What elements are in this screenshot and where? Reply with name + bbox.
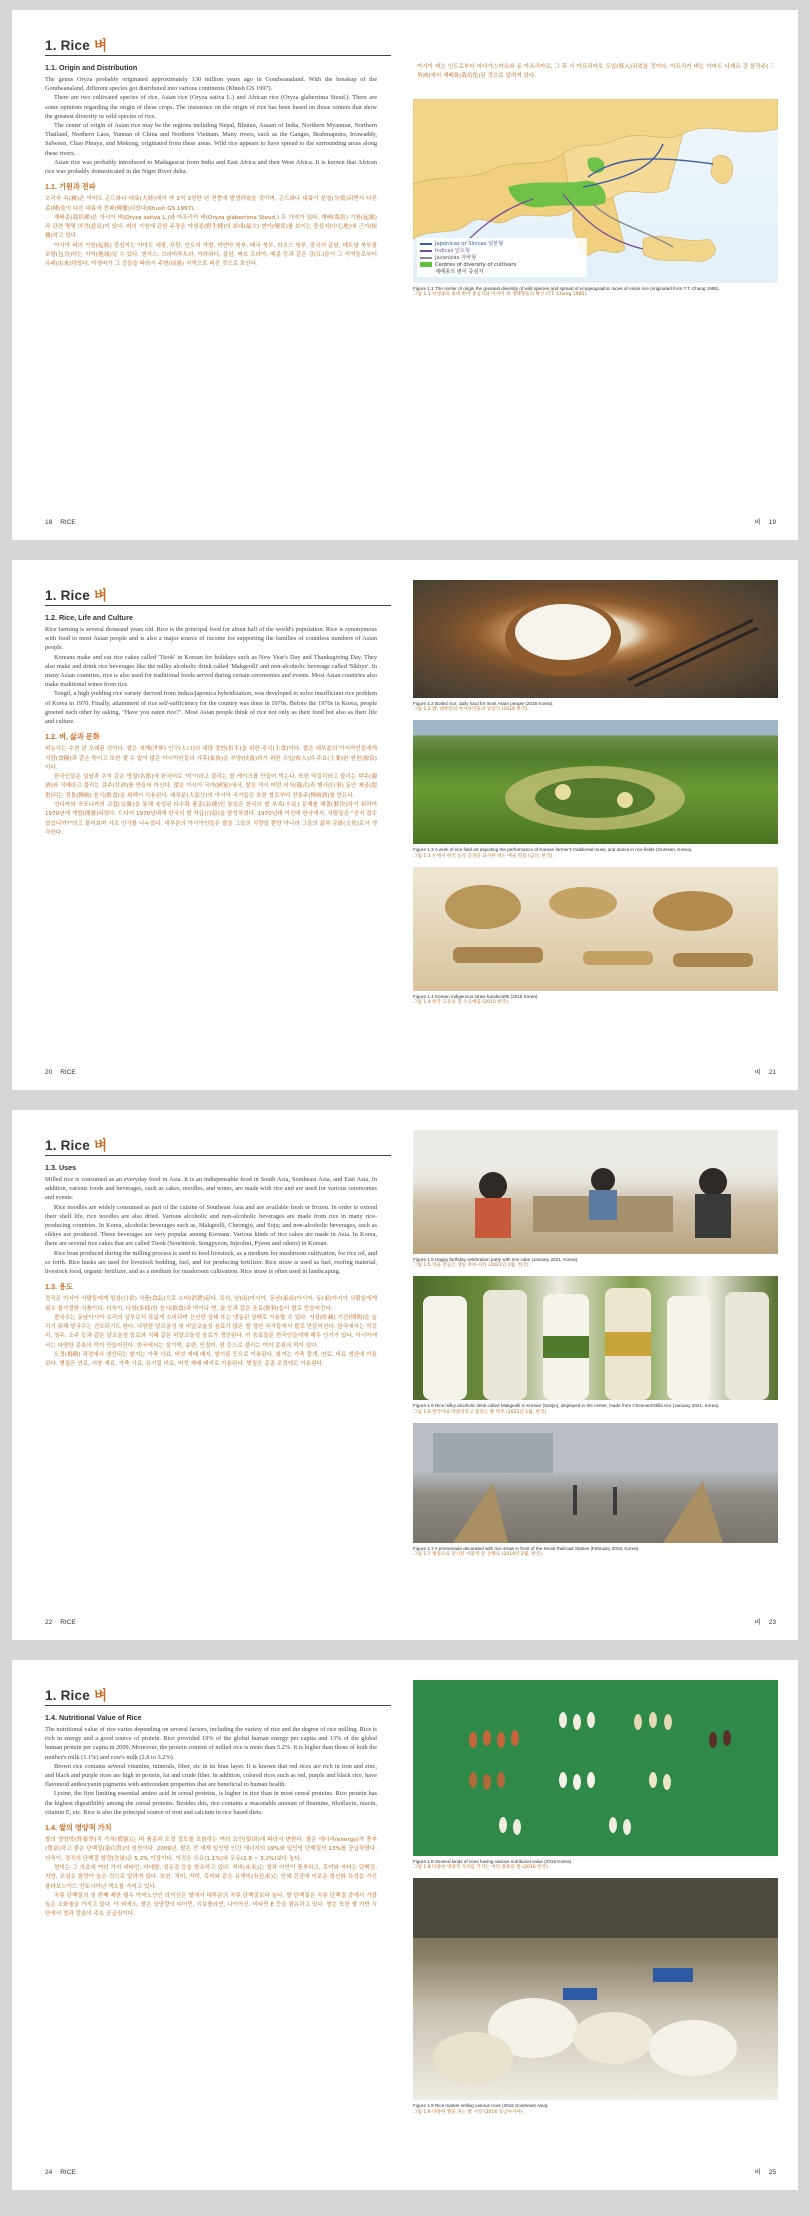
paragraph-ko: 재배종(栽培種)은 아시아 벼(Oryza sativa L.)와 아프리카 벼(Oryza glaberrima Steud.) 두 가지가 있다. 재배(栽培) 기원(起源)과 관련 몇몇 의견(意見)이 있다. 벼의 기원에 관한 주장은 야생종(野生種)의 최대(最大) 변이(變異)를 보이는 중심지(中心地)에 근거(根據)하고 있다.: [45, 214, 377, 240]
paragraph-ko: 쌀의 영양학(營養學)적 가치(價値)는 벼 품종과 도정 정도를 포함하는 여러 요인(要因)에 따라서 변한다. 쌀은 에너지(energy)가 풍부(豊富)하고 좋은 단백질(蛋白質)의 원천이다. 2009년, 쌀은 전 세계 일인당 인간 에너지의 19%와 일인당 단백질의 13%를 공급하였다. 더욱이, 정곡의 단백질 함량(含量)은 5.2% 이상이다. 이것은 모유(1.1%)와 우유(2.8 ~ 3.2%)보다 높다.: [45, 1837, 377, 1862]
paragraph: The genus Oryza probably originated approximately 130 million years ago in Gondwanaland. With the breakup of the Gondwanaland, different species got distributed into various continents (Khush GS 1997).: [45, 76, 377, 93]
photo-birthday-party: [413, 1130, 778, 1254]
figure-caption: Figure 1.4 Korean indigenous straw handicrafts (2015 Korea).: [413, 993, 539, 999]
photo-straw-promenade: [413, 1423, 778, 1543]
page-number-right: 벼 23: [754, 1619, 776, 1626]
figure-caption: Figure 1.7 A promenade decorated with rice straw in front of the Seoul Railroad Station (February 2019, Korea).: [413, 1545, 640, 1551]
section-heading: 1.3. Uses: [45, 1163, 77, 1172]
paragraph-ko: 쌀국수는 동남아시아 요리의 일부로서 폭넓게 소비되며 신선한 상태 또는 냉동된 상태로 이용할 수 있다. 저장(貯藏) 기간(期間)을 늘리기 위해 쌀국수는 건조되기도 한다. 다양한 알코올성 및 비알코올성 음료가 많은 쌀 생산 국가들에서 쌀로 만들어진다. 한국에서는 막걸리, 청주, 소주 등과 같은 알코올성 음료와 식혜 같은 비알코올성 음료가 생산된다. 이 음료들은 한국인들에게 매우 인기가 있다. 아시아에서는 다양한 종류의 떡이 만들어진다. 한국에서는 설기떡, 송편, 인절미, 편 등으로 불리는 여러 종류의 떡이 있다.: [45, 1314, 377, 1349]
section-heading-ko: 1.4. 쌀의 영양적 가치: [45, 1823, 112, 1833]
section-heading: 1.2. Rice, Life and Culture: [45, 613, 133, 622]
paragraph: Asian rice was probably introduced to Madagascar from India and East Africa and then West Africa. It is known that African rice was probably domesticated in the Niger River delta.: [45, 158, 377, 176]
photo-rice-kinds: [413, 1680, 778, 1856]
figure-caption-ko: 그림 1.5 떡을 곁들인 생일 축하 파티 (2021년 1월, 한국).: [413, 1263, 531, 1269]
figure-caption: Figure 1.5 Happy birthday celebration party with rice cake (January 2021, Korea).: [413, 1257, 579, 1262]
left-page: [12, 10, 405, 540]
figure-caption-ko: 그림 1.2 밥, 대부분의 아시아인들의 일상식 (2016 한국).: [413, 707, 529, 713]
figure-caption: Figure 1.8 Several kinds of rices having various nutritional value (2016 Korea).: [413, 1859, 573, 1864]
paragraph-ko: 아시아 벼는 인도로부터 마다가스카르와 동 아프리카로, 그 후 서 아프리카로 도입(導入)되었을 것이다. 아프리카 벼는 아마도 니제르 강 삼각주(三角洲)에서 재배화(栽培化)된 것으로 알려져 있다.: [417, 64, 774, 79]
photo-straw-handicrafts: [413, 867, 778, 991]
right-page: [405, 1110, 798, 1640]
figure-1-4: [413, 867, 778, 1006]
divider: [45, 1155, 391, 1156]
spread-origin: [12, 10, 798, 540]
photo-rice-field-art: [413, 720, 778, 844]
figure-caption: Figure 1.2 Boiled rice, daily food for most Asian people (2016 Korea).: [413, 701, 554, 706]
text-column: [45, 1713, 377, 2150]
figure-1-2: [413, 580, 778, 713]
chapter-title: 1. Rice 벼: [45, 38, 108, 53]
section-heading: 1.1. Origin and Distribution: [45, 63, 138, 72]
figure-caption-ko: 그림 1.7 볏짚으로 장식된 서울역 앞 산책로 (2019년 2월, 한국).: [413, 1552, 544, 1558]
map-figure: [413, 99, 778, 283]
text-column: [45, 1163, 377, 1600]
right-page: [405, 560, 798, 1090]
page-number-right: 벼 25: [754, 2169, 776, 2176]
paragraph-ko: 오리자 속(屬)은 아마도 곤드와나 대륙(大陸)에서 약 1억 3천만 년 전쯤에 발생하였을 것이며, 곤드와나 대륙이 분열(分裂)되면서 다른 종(種)들이 다른 대륙에 전파(傳播)되었다(Khush GS 1997).: [45, 196, 377, 212]
left-page: [12, 1110, 405, 1640]
section-heading: 1.4. Nutritional Value of Rice: [45, 1713, 142, 1722]
divider: [45, 605, 391, 606]
figure-caption: Figure 1.1 The center of origin the greatest diversity of wild species and spread of ecogeographic races of Asian rice (originated from T.T. Chang 1985).: [413, 286, 720, 291]
text-column: [45, 63, 377, 500]
figure-1-1: [413, 99, 778, 298]
spread-culture: [12, 560, 798, 1090]
page-number-left: 22 RICE: [45, 1619, 76, 1626]
paragraph-ko: 현미는 그 겨층에 여러 가지 비타민, 미네랄, 섬유질 등을 함유하고 있다. 적미(赤米)는 철과 아연이 풍부하고, 흑미와 자미는 단백질, 지방, 조섬유 함량이 높은 것으로 알려져 있다. 또한, 적미, 자미, 흑미와 같은 유색미(有色米)는 인체 건강에 이로운 항산화 특성을 가진 플라보노이드 안토시아닌 색소를 가지고 있다.: [45, 1864, 377, 1890]
right-page: [405, 10, 798, 540]
figure-caption: Figure 1.9 Rice market selling various rices (2016 Southeast Asia).: [413, 2103, 549, 2109]
paragraph: The center of origin of Asian rice may be the regions including Nepal, Bhutan, Assam of India, Northern Myanmar, Northern Thailand, Northern Laos, Yunnan of China and Northern Vietnam. Many rivers, such as the Ganges, Brahmaputra, Irrawaddy, Salween, Chao Phraya, and Mekong, originated from these areas. Wild rice appears to have spread to the surrounding areas along these rivers.: [45, 122, 377, 157]
photo-boiled-rice: [413, 580, 778, 698]
figure-1-7: [413, 1423, 778, 1558]
divider: [45, 1705, 391, 1706]
chapter-title: 1. Rice 벼: [45, 1138, 108, 1153]
page-number-right: 벼 21: [754, 1069, 776, 1076]
chapter-title: 1. Rice 벼: [45, 1688, 108, 1703]
figure-caption-ko: 그림 1.3 논에서 한국 농악 공연을 묘사한 벼논 예술 작품 (금산, 한국).: [413, 853, 554, 859]
figure-caption-ko: 그림 1.1 아생종의 최대 변이 중심지와 아시아 벼 생태형들의 확산 (T.T. Chang 1985).: [413, 292, 588, 298]
paragraph-ko: 도정(搗精) 과정에서 생산되는 쌀겨는 가축 사료, 버섯 재배 배지, 쌀기름 등으로 이용된다. 왕겨는 가축 깔개, 연료, 비료 생산에 이용된다. 볏짚은 연료, 지붕 재료, 가축 사료, 유기질 비료, 버섯 재배 배지로 이용된다. 볏짚은 종종 조경에도 이용된다.: [45, 1352, 377, 1368]
figure-caption: Figure 1.3 A work of rice field art depicting the performance of Korean farmer's traditional music and dance in rice fields (Gumsan, Korea).: [413, 847, 693, 853]
paragraph-ko: 벼농사는 수천 년 오래된 것이다. 쌀은 세계(世界) 인구(人口)의 대략 절반(折半)을 위한 주식(主食)이다. 쌀은 대부분의 아시아인들에게 식량(食糧)과 같은 뜻이고 또한 셀 수 없이 많은 아시아인들의 가족(家族)을 부양(扶養)하기 위한 수입(收入)의 주요(主要)한 원천(源泉)이다.: [45, 746, 377, 771]
figure-1-9: [413, 1878, 778, 2115]
left-page: [12, 1660, 405, 2190]
figure-caption: Figure 1.6 Rice milky alcoholic drink called Makgeolli in Korean (Sanjin), displayed in the center, made from Cheonan/Otilla rice (January 2021, Korea).: [413, 1403, 720, 1409]
paragraph: Milled rice is consumed as an everyday food in Asia. It is an indispensable food in South Asia, Southeast Asia, and East Asia. In addition, various foods and beverages, such as cakes, noodles, and wines, are made with rice and are used for various ceremonies and events.: [45, 1176, 377, 1202]
chapter-title: 1. Rice 벼: [45, 588, 108, 603]
paragraph: Koreans make and eat rice cakes called 'Tteok' in Korean for holidays such as New Year's Day and Thanksgiving Day. They also make and drink rice beverages like the milky alcoholic drink called 'Makgeolli' and non-alcoholic beverage called 'Sikhye'. In many Asian countries, rice is also used for traditional foods served during certain ceremonies and events. Most Asian countries also make traditional wines from rice.: [45, 653, 377, 689]
map-legend: Japonicas or Sinicas 일본형 Indicas 인도형 Javanicas 자바형 Centres of diversity of cultivars 재배종의 변이 중심지: [417, 238, 587, 277]
photo-rice-market: [413, 1878, 778, 2100]
paragraph: Rice noodles are widely consumed as part of the cuisine of Southeast Asia and are available fresh or frozen. In order to extend their shelf life, rice noodles are also dried. Various alcoholic and non-alcoholic beverages are made from rice in many rice-producing countries. In Korea, alcoholic beverages such as, Makgeolli, Cheongju, and Soju; and non-alcoholic beverages, such as sikhye are produced. These beverages are very popular among Koreans. Various kinds of rice cakes are made in Asia. In Korea, there are several rice cakes that are called Tteok (Seoritteok, Songpyeon, Injeolmi, Pyeon and others) in Korean.: [45, 1203, 377, 1248]
text-column: [45, 613, 377, 1050]
figure-1-6: [413, 1276, 778, 1415]
section-heading-ko: 1.2. 벼, 삶과 문화: [45, 732, 100, 742]
left-page: [12, 560, 405, 1090]
paragraph: There are two cultivated species of rice, Asian rice (Oryza sativa L.) and African rice (Oryza glaberrima Steud.). There are some opinions regarding the origin of these crops. The insistence on the origin of rice has been based on those centers that show the greatest diversity in wild species of rice.: [45, 94, 377, 120]
figure-1-5: [413, 1130, 778, 1269]
figure-1-3: [413, 720, 778, 859]
section-heading-ko: 1.3. 용도: [45, 1282, 73, 1292]
paragraph: Rice farming is several thousand years old. Rice is the principal food for about half of the world's population. Rice is synonymous with food to most Asian people and is also a major source of income for supporting the families of countless numbers of Asian people.: [45, 626, 377, 652]
page-number-left: 18 RICE: [45, 519, 76, 526]
page-number-left: 20 RICE: [45, 1069, 76, 1076]
paragraph: Tongil, a high yielding rice variety derived from indica/japonica hybridization, was developed to solve insufficient rice problem of Korea in 1970. Finally, attainment of rice self-sufficiency for the country was done in 1970s. Before the 1970s in Korea, people greeted each other by asking, "Have you eaten rice?". Most Asian people think of rice not only as their food but also as their life and culture.: [45, 690, 377, 726]
paragraph-ko: 정곡은 아시아 사람들에게 일상(日常) 식품(食品)으로 소비(消費)된다. 특히, 남(南)아시아, 동남(東南)아시아, 동(東)아시아 사람들에게 필수 불가결한 식품이다. 더욱이, 다양(多樣)한 음식(飮食)과 떡이나 면, 술 등과 같은 음료(飮料)들이 쌀로 만들어진다.: [45, 1296, 377, 1312]
spread-nutrition: [12, 1660, 798, 2190]
paragraph-ko: 한국인들은 설날과 추석 같은 명절(名節)에 한국어로 '떡'이라고 불리는 쌀 케이크를 만들어 먹는다. 또한 막걸리라고 불리는 탁주(濁酒)와 식혜라고 불리는 감주(甘酒)를 만들어 마신다. 많은 아시아 국가(國家)에서, 쌀은 역시 어떤 의식(儀式)과 행사(行事) 동안 제공(提供)되는 전통(傳統) 음식(飮食)을 위해서 사용된다. 대부분(大部分)의 아시아 국가들은 또한 쌀로부터 전통주(傳統酒)를 만든다.: [45, 774, 377, 799]
figure-caption-ko: 그림 1.6 한국어로 막걸리라고 불리는 쌀 탁주 (2021년 1월, 한국).: [413, 1409, 548, 1415]
figure-caption-ko: 그림 1.9 다양한 쌀을 파는 쌀 시장 (2016 동남아시아).: [413, 2109, 525, 2115]
right-page: [405, 1660, 798, 2190]
paragraph: Lysine, the first limiting essential amino acid in cereal proteins, is higher in rice than in most cereal proteins. Rice protein has the highest digestibility among the cereal proteins. Besides this, rice contains a reasonable amount of thiamine, riboflavin, niacin, vitamin E, etc. Rice is also the principal source of iron and calcium in rice based diets.: [45, 1790, 377, 1816]
paragraph-ko: 인디카와 자포니카의 교잡(交雜)을 통해 육성된 다수확 품종(品種)인 통일은 한국의 쌀 부족(不足) 문제를 해결(解決)하기 위하여 1970년에 개발(開發)되었다. 드디어 1970년대에 한국의 쌀 자급(自給)을 달성하였다. 1970년대 이전에 한국에서, 사람들은 "진지 잡수셨습니까?"라고 물어보며 서로 인사를 나누었다. 대부분의 아시아인들은 쌀을 그들의 식량일 뿐만 아니라 그들의 삶과 문화(文化)로서 생각한다.: [45, 802, 377, 836]
section-heading-ko: 1.1. 기원과 전파: [45, 182, 96, 192]
figure-caption-ko: 그림 1.8 다양한 영양적 가치를 가지는 여러 종류의 쌀 (2016 한국).: [413, 1865, 550, 1871]
figure-1-8: [413, 1680, 778, 1871]
spread-uses: [12, 1110, 798, 1640]
divider: [45, 55, 391, 56]
page-number-right: 벼 19: [754, 519, 776, 526]
paragraph: Brown rice contains several vitamins, minerals, fiber, etc in its bran layer. It is known that red rices are rich in iron and zinc, and black and purple rices are high in protein, fat and crude fiber. In addition, colored rices such as red, purple and black rice, have flavonoid anthocyanin pigments with antioxidant properties that are beneficial to human health.: [45, 1762, 377, 1789]
paragraph: The nutritional value of rice varies depending on several factors, including the variety of rice and the degree of rice milling. Rice is rich in energy and a good source of protein. Rice provided 19% of the global human energy per capita and 13% of the global human protein per capita in 2009. Moreover, the protein content of milled rice is more than 5.2%. It is higher than those of both the mother's milk (1.1%) and cow's milk (2.8 to 3.2%).: [45, 1726, 377, 1761]
paragraph-ko: 아시아 벼의 기원(起源) 중심지는 아마도 네팔, 부탄, 인도의 아쌈, 미얀마 북부, 태국 북부, 라오스 북부, 중국의 운남, 베트남 북부를 포함(包含)하는 지역(地域)일 수 있다. 갠지스, 브라마푸트라, 이라와디, 살윈, 짜오 프라야, 메콩 등과 같은 강(江)들이 그 지역들로부터 유래(由來)하였다. 야생벼가 그 강들을 따라서 주변(周邊) 지역으로 퍼진 것으로 보인다.: [45, 242, 377, 268]
paragraph-ko: 곡류 단백질의 첫 번째 제한 필수 아미노산인 라이신은 쌀에서 대부분의 곡류 단백질보다 높다. 쌀 단백질은 곡류 단백질 중에서 가장 높은 소화율을 가지고 있다. 이 외에도, 쌀은 상당량의 티아민, 리보플라빈, 나이아신, 비타민 E 등을 함유하고 있다. 쌀은 또한 쌀 기반 식단에서 철과 칼슘의 주요 공급원이다.: [45, 1892, 377, 1918]
page-number-left: 24 RICE: [45, 2169, 76, 2176]
paragraph: Rice bran produced during the milling process is used to feed livestock, as a medium for mushroom cultivation, for rice oil, and so forth. Rice husks are used for livestock bedding, fuel, and for producing fertilizer. Rice straw is used as fuel, roofing material, livestock food, organic fertilizer, and as a medium for mushroom cultivation. Rice straw is often used in landscaping.: [45, 1249, 377, 1276]
photo-makgeolli-bottles: [413, 1276, 778, 1400]
figure-caption-ko: 그림 1.4 한국 고유의 짚 수공예품 (2015 한국).: [413, 1000, 510, 1006]
